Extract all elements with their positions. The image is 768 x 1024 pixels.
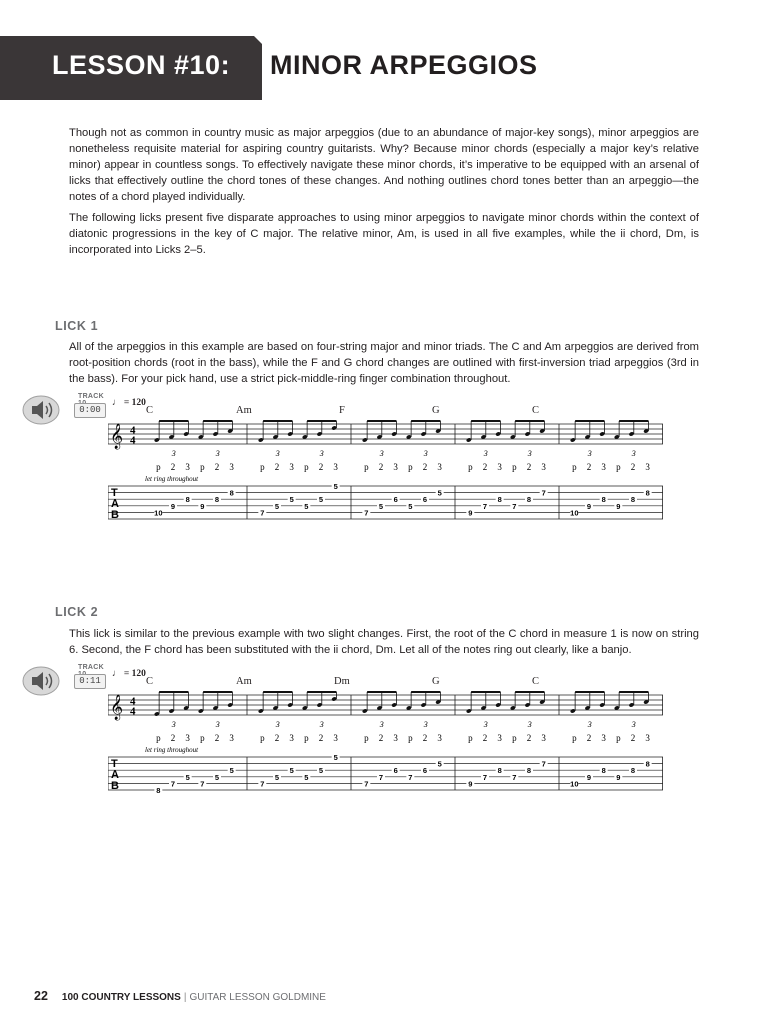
tab-fret-number: 9 [200,501,205,511]
pick-finger-indicator: 2 [170,733,176,743]
pick-finger-indicator: 3 [289,462,294,472]
tab-fret-number: 9 [616,772,621,782]
intro-paragraph-2: The following licks present five disparate approaches to using minor arpeggios to navigate minor chords within the context of diatonic progressions in the key of C major. The relative minor, Am, is used in all five examples, while the ii chord, Dm, is incorporated into Licks 2–5. [69,212,699,256]
triplet-mark: 3 [215,720,220,729]
pick-finger-indicator: 2 [274,462,280,472]
triplet-mark: 3 [215,449,220,458]
lick-1-notation [108,418,663,526]
tab-fret-number: 9 [586,501,592,511]
pick-finger-indicator: p [572,733,577,743]
pick-finger-indicator: 2 [378,462,384,472]
pick-finger-indicator: 2 [586,733,592,743]
pick-finger-indicator: p [304,733,309,743]
tab-fret-number: 5 [304,501,309,511]
tab-fret-number: 6 [393,766,398,776]
lick-1-heading: LICK 1 [55,319,99,333]
pick-finger-indicator: 3 [229,462,234,472]
lesson-number: LESSON #10: [52,50,231,80]
lick-2-description: This lick is similar to the previous example with two slight changes. First, the root of the C chord in measure 1 is now on string 6. Second, the F chord has been substituted with the ii chord, Dm. Let all of the notes ring out clearly, like a banjo. [69,628,699,656]
pick-finger-indicator: 3 [437,733,442,743]
lick-1-tempo: ♩ = 120 [112,398,146,408]
triplet-mark: 3 [379,720,384,729]
pick-finger-indicator: 2 [274,733,280,743]
pick-finger-indicator: p [200,462,205,472]
triplet-mark: 3 [587,720,592,729]
tab-fret-number: 7 [541,759,546,769]
lick-2-tempo: ♩ = 120 [112,669,146,679]
lick-2-heading: LICK 2 [55,605,99,619]
tab-fret-number: 5 [318,766,324,776]
tab-fret-number: 5 [333,482,338,491]
tab-fret-number: 8 [497,495,502,505]
tab-fret-number: 8 [630,766,636,776]
lick-2-chord-2: Am [236,676,252,687]
tab-fret-number: 5 [229,766,234,776]
tab-fret-number: 8 [214,495,220,505]
lick-1-chord-1: C [146,405,154,416]
tab-fret-number: 7 [482,501,488,511]
tab-clef-letter: B [111,780,119,792]
pick-finger-indicator: p [364,733,369,743]
pick-finger-indicator: 2 [526,733,532,743]
pick-finger-indicator: 2 [482,462,488,472]
tab-fret-number: 8 [497,766,502,776]
pick-finger-indicator: p [156,733,161,743]
tab-fret-number: 9 [586,772,592,782]
lick-2-chord-4: G [432,676,440,687]
tab-fret-number: 9 [468,508,473,518]
tab-fret-number: 5 [289,766,294,776]
track-time: 0:11 [74,674,106,689]
pick-finger-indicator: 3 [437,462,442,472]
pick-finger-indicator: p [468,733,473,743]
tab-clef-letter: B [111,509,119,521]
pick-finger-indicator: 3 [333,733,338,743]
track-label: TRACK [78,664,104,671]
let-ring-instruction: let ring throughout [145,475,199,483]
tab-fret-number: 5 [408,501,413,511]
tab-fret-number: 8 [645,759,650,769]
pick-finger-indicator: 2 [214,462,220,472]
tab-fret-number: 5 [378,501,384,511]
tab-fret-number: 5 [318,495,324,505]
tab-fret-number: 7 [364,779,369,789]
lick-1-chord-3: F [339,405,345,416]
pick-finger-indicator: 3 [645,733,650,743]
tab-fret-number: 8 [156,786,161,795]
triplet-mark: 3 [587,449,592,458]
pick-finger-indicator: 2 [586,462,592,472]
footer-separator: | [183,992,187,1003]
triplet-mark: 3 [423,449,428,458]
lick-2-chord-3: Dm [334,676,350,687]
triplet-mark: 3 [631,720,636,729]
lick-1-chord-5: C [532,405,540,416]
tab-fret-number: 6 [393,495,398,505]
pick-finger-indicator: 2 [170,462,176,472]
tab-fret-number: 7 [541,488,546,498]
pick-finger-indicator: 3 [541,733,546,743]
tab-fret-number: 5 [304,772,309,782]
pick-finger-indicator: 2 [214,733,220,743]
pick-finger-indicator: 2 [526,462,532,472]
tab-fret-number: 5 [214,772,220,782]
tab-fret-number: 7 [512,772,517,782]
lick-1-chord-4: G [432,405,440,416]
speaker-icon[interactable] [22,666,60,696]
lick-2-chord-5: C [532,676,540,687]
tab-fret-number: 7 [200,779,205,789]
triplet-mark: 3 [275,720,280,729]
pick-finger-indicator: p [408,733,413,743]
pick-finger-indicator: 3 [645,462,650,472]
pick-finger-indicator: 3 [393,733,398,743]
lick-1-chord-2: Am [236,405,252,416]
pick-finger-indicator: p [200,733,205,743]
tab-fret-number: 7 [170,779,176,789]
page-footer [34,989,326,1003]
pick-finger-indicator: p [512,733,517,743]
tab-clef-letter: A [111,498,119,510]
pick-finger-indicator: p [512,462,517,472]
time-signature-bottom: 4 [130,705,136,718]
time-signature-bottom: 4 [130,434,136,447]
tab-fret-number: 7 [408,772,413,782]
pick-finger-indicator: 2 [378,733,384,743]
pick-finger-indicator: 3 [601,462,606,472]
speaker-icon[interactable] [22,395,60,425]
tab-fret-number: 8 [630,495,636,505]
pick-finger-indicator: 2 [422,462,428,472]
time-signature-top: 4 [130,695,136,708]
pick-finger-indicator: p [156,462,161,472]
tab-fret-number: 8 [185,495,190,505]
tab-fret-number: 7 [260,779,265,789]
pick-finger-indicator: p [572,462,577,472]
treble-clef-icon: 𝄞 [110,695,124,720]
tab-fret-number: 9 [616,501,621,511]
tab-fret-number: 5 [274,501,280,511]
lick-2-chord-1: C [146,676,154,687]
tab-fret-number: 8 [526,766,532,776]
triplet-mark: 3 [483,720,488,729]
pick-finger-indicator: 2 [422,733,428,743]
pick-finger-indicator: 3 [185,462,190,472]
tab-fret-number: 5 [185,772,190,782]
pick-finger-indicator: 3 [185,733,190,743]
tab-fret-number: 7 [512,501,517,511]
tab-fret-number: 10 [570,508,579,518]
triplet-mark: 3 [527,449,532,458]
tab-clef-letter: T [111,487,118,499]
lick-2-track-player[interactable] [22,664,104,696]
tab-fret-number: 9 [468,779,473,789]
pick-finger-indicator: p [364,462,369,472]
triplet-mark: 3 [275,449,280,458]
pick-finger-indicator: 3 [497,462,502,472]
pick-finger-indicator: 2 [318,462,324,472]
tab-clef-letter: T [111,758,118,770]
pick-finger-indicator: 3 [497,733,502,743]
triplet-mark: 3 [483,449,488,458]
tab-fret-number: 5 [437,488,442,498]
pick-finger-indicator: 3 [289,733,294,743]
triplet-mark: 3 [631,449,636,458]
tab-fret-number: 6 [422,495,428,505]
triplet-mark: 3 [171,720,176,729]
tab-fret-number: 10 [154,508,163,518]
pick-finger-indicator: 3 [393,462,398,472]
pick-finger-indicator: 2 [630,462,636,472]
tab-fret-number: 8 [645,488,650,498]
book-title: 100 COUNTRY LESSONS [61,992,181,1003]
pick-finger-indicator: p [260,733,265,743]
track-time: 0:00 [74,403,106,418]
tab-fret-number: 8 [601,495,606,505]
tab-fret-number: 5 [333,753,338,762]
pick-finger-indicator: p [616,462,621,472]
pick-finger-indicator: p [304,462,309,472]
tab-fret-number: 6 [422,766,428,776]
lick-2-notation [108,689,663,797]
pick-finger-indicator: p [468,462,473,472]
treble-clef-icon: 𝄞 [110,424,124,449]
triplet-mark: 3 [379,449,384,458]
tab-fret-number: 5 [274,772,280,782]
pick-finger-indicator: 3 [541,462,546,472]
pick-finger-indicator: 2 [482,733,488,743]
pick-finger-indicator: p [408,462,413,472]
triplet-mark: 3 [319,720,324,729]
track-label: TRACK [78,393,104,400]
tab-fret-number: 8 [601,766,606,776]
pick-finger-indicator: p [260,462,265,472]
tab-clef-letter: A [111,769,119,781]
lesson-title: MINOR ARPEGGIOS [270,50,538,80]
triplet-mark: 3 [527,720,532,729]
time-signature-top: 4 [130,424,136,437]
pick-finger-indicator: 3 [333,462,338,472]
pick-finger-indicator: p [616,733,621,743]
let-ring-instruction: let ring throughout [145,746,199,754]
triplet-mark: 3 [423,720,428,729]
tab-fret-number: 8 [526,495,532,505]
lick-1-track-player[interactable] [22,393,104,425]
page-number: 22 [34,989,48,1003]
pick-finger-indicator: 3 [229,733,234,743]
triplet-mark: 3 [171,449,176,458]
tab-fret-number: 7 [482,772,488,782]
pick-finger-indicator: 2 [630,733,636,743]
tab-fret-number: 8 [229,488,234,498]
pick-finger-indicator: 3 [601,733,606,743]
series-title: GUITAR LESSON GOLDMINE [189,992,326,1003]
tab-fret-number: 7 [378,772,384,782]
pick-finger-indicator: 2 [318,733,324,743]
tab-fret-number: 5 [437,759,442,769]
lick-1-description: All of the arpeggios in this example are based on four-string major and minor triads. The C and Am arpeggios are derived from root-position chords (root in the bass), while the F and G chord changes are outlined with first-inversion triad arpeggios (3rd in the bass). For your pick hand, use a strict pick-middle-ring finger combination throughout. [69,341,699,385]
tab-fret-number: 7 [364,508,369,518]
tab-fret-number: 10 [570,779,579,789]
intro-paragraph-1: Though not as common in country music as major arpeggios (due to an abundance of major-key songs), minor arpeggios are nonetheless requisite material for aspiring country guitarists. Why? Because minor chords (especially a major key’s relative minor) appear in countless songs. To effectively navigate these minor chords, it’s imperative to be equipped with an arsenal of licks that effectively outline the chord tones of these changes. And nothing outlines chord tones better than an arpeggio—the notes of a chord played individually. [69,127,699,203]
tab-fret-number: 5 [289,495,294,505]
triplet-mark: 3 [319,449,324,458]
tab-fret-number: 7 [260,508,265,518]
tab-fret-number: 9 [170,501,176,511]
